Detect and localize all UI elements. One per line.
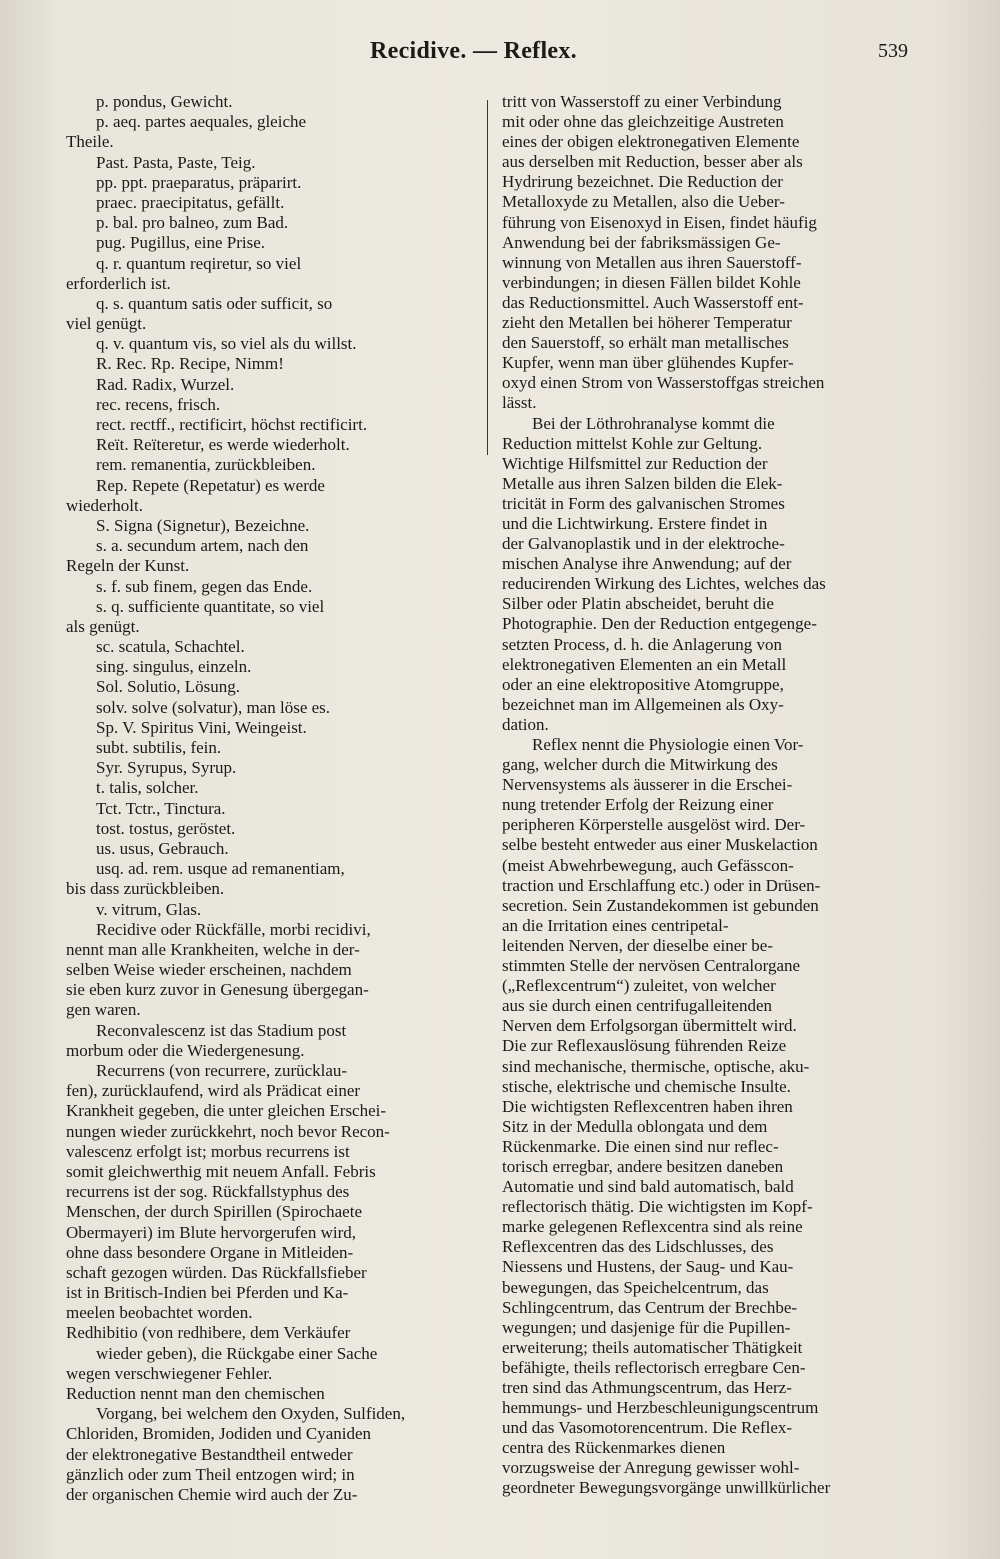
text-line: reflectorisch thätig. Die wichtigsten im Kopf- (502, 1197, 813, 1217)
text-line: aus derselben mit Reduction, besser aber als (502, 152, 803, 172)
text-line: Reflexcentren das des Lidschlusses, des (502, 1237, 774, 1257)
text-line: wiederholt. (66, 495, 143, 515)
text-line: vorzugsweise der Anregung gewisser wohl- (502, 1458, 800, 1478)
text-line: Niessens und Hustens, der Saug- und Kau- (502, 1257, 794, 1277)
text-line: nennt man alle Krankheiten, welche in der- (66, 939, 360, 959)
text-line: us. usus, Gebrauch. (96, 838, 229, 858)
text-line: meelen beobachtet worden. (66, 1303, 253, 1323)
text-line: R. Rec. Rp. Recipe, Nimm! (96, 354, 284, 374)
text-line: recurrens ist der sog. Rückfallstyphus des (66, 1182, 350, 1202)
text-line: centra des Rückenmarkes dienen (502, 1438, 726, 1458)
text-line: Recurrens (von recurrere, zurücklau- (96, 1061, 348, 1080)
text-line: bezeichnet man im Allgemeinen als Oxy- (502, 694, 784, 714)
text-line: s. f. sub finem, gegen das Ende. (96, 576, 313, 596)
page-header (0, 38, 1000, 72)
text-line: das Reductionsmittel. Auch Wasserstoff ent- (502, 292, 804, 312)
text-line: Theile. (66, 132, 114, 152)
text-line: („Reflexcentrum“) zuleitet, von welcher (502, 976, 776, 996)
text-line: Anwendung bei der fabriksmässigen Ge- (502, 232, 781, 252)
text-line: und die Lichtwirkung. Erstere findet in (502, 513, 768, 533)
text-line: mit oder ohne das gleichzeitige Austreten (502, 112, 784, 132)
text-line: Bei der Löthrohranalyse kommt die (532, 413, 775, 433)
text-line: viel genügt. (66, 314, 147, 334)
text-line: Redhibitio (von redhibere, dem Verkäufer (66, 1323, 351, 1343)
text-line: Reduction nennt man den chemischen (66, 1384, 325, 1403)
text-line: Reït. Reïteretur, es werde wiederholt. (96, 435, 350, 455)
text-line: tritt von Wasserstoff zu einer Verbindung (502, 92, 782, 111)
text-line: Sol. Solutio, Lösung. (96, 677, 241, 697)
text-line: bewegungen, das Speichelcentrum, das (502, 1277, 769, 1297)
text-line: reducirenden Wirkung des Lichtes, welches das (502, 574, 826, 594)
text-line: rect. rectff., rectificirt, höchst rectificirt. (96, 415, 368, 434)
text-line: gang, welcher durch die Mitwirkung des (502, 755, 778, 775)
text-line: Reconvalescenz ist das Stadium post (96, 1020, 347, 1040)
text-line: S. Signa (Signetur), Bezeichne. (96, 515, 310, 535)
text-line: secretion. Sein Zustandekommen ist gebunden (502, 895, 819, 915)
text-line: Sp. V. Spiritus Vini, Weingeist. (96, 717, 307, 737)
text-line: fen), zurücklaufend, wird als Prädicat einer (66, 1081, 361, 1101)
text-line: wegungen; und dasjenige für die Pupillen- (502, 1317, 791, 1337)
text-line: Nervensystems als äusserer in die Erschei- (502, 775, 793, 795)
text-line: q. s. quantum satis oder sufficit, so (96, 293, 333, 313)
text-line: q. r. quantum reqiretur, so viel (96, 253, 302, 273)
text-line: Past. Pasta, Paste, Teig. (96, 152, 256, 172)
text-line: als genügt. (66, 616, 140, 636)
text-line: tost. tostus, geröstet. (96, 818, 236, 838)
text-line: tricität in Form des galvanischen Stromes (502, 493, 785, 513)
text-line: Schlingcentrum, das Centrum der Brechbe- (502, 1297, 798, 1317)
text-line: elektronegativen Elementen an ein Metall (502, 654, 787, 674)
text-line: Obermayeri) im Blute hervorgerufen wird, (66, 1222, 357, 1242)
text-line: pug. Pugillus, eine Prise. (96, 233, 266, 253)
text-line: eines der obigen elektronegativen Elemente (502, 132, 800, 152)
text-line: oxyd einen Strom von Wasserstoffgas streichen (502, 373, 825, 393)
text-line: gen waren. (66, 1000, 141, 1020)
text-line: Hydrirung bezeichnet. Die Reduction der (502, 172, 783, 192)
text-line: schaft gezogen würden. Das Rückfallsfieber (66, 1262, 367, 1282)
text-line: der organischen Chemie wird auch der Zu- (66, 1484, 358, 1504)
text-line: erforderlich ist. (66, 273, 171, 293)
text-line: Die zur Reflexauslösung führenden Reize (502, 1036, 787, 1056)
text-line: wegen verschwiegener Fehler. (66, 1363, 273, 1383)
text-line: den Sauerstoff, so erhält man metallisches (502, 333, 789, 353)
right-column (502, 92, 916, 1499)
text-line: valescenz erfolgt ist; morbus recurrens ist (66, 1141, 350, 1161)
text-line: ohne dass besondere Organe in Mitleiden- (66, 1242, 354, 1262)
text-line: (meist Abwehrbewegung, auch Gefässcon- (502, 855, 794, 875)
text-line: führung von Eisenoxyd in Eisen, findet häufig (502, 212, 817, 232)
text-line: Syr. Syrupus, Syrup. (96, 758, 237, 778)
text-line: Reduction mittelst Kohle zur Geltung. (502, 433, 763, 453)
text-line: hemmungs- und Herzbeschleunigungscentrum (502, 1398, 819, 1418)
running-title: Recidive. — Reflex. (370, 38, 577, 64)
text-line: pp. ppt. praeparatus, präparirt. (96, 172, 302, 192)
text-line: und das Vasomotorencentrum. Die Reflex- (502, 1418, 793, 1438)
text-line: setzten Process, d. h. die Anlagerung von (502, 634, 782, 654)
text-line: Chloriden, Bromiden, Jodiden und Cyaniden (66, 1424, 372, 1444)
text-line: p. aeq. partes aequales, gleiche (96, 112, 307, 132)
text-line: leitenden Nerven, der dieselbe einer be- (502, 935, 773, 955)
text-line: rec. recens, frisch. (96, 394, 221, 414)
text-line: Recidive oder Rückfälle, morbi recidivi, (96, 919, 371, 939)
text-line: selben Weise wieder erscheinen, nachdem (66, 960, 352, 980)
text-line: Die wichtigsten Reflexcentren haben ihren (502, 1096, 793, 1116)
text-line: zieht den Metallen bei höherer Temperatur (502, 313, 792, 333)
text-line: torisch erregbar, andere besitzen daneben (502, 1156, 784, 1176)
text-line: der elektronegative Bestandtheil entweder (66, 1444, 353, 1464)
text-line: p. bal. pro balneo, zum Bad. (96, 213, 289, 233)
text-line: solv. solve (solvatur), man löse es. (96, 697, 331, 717)
text-line: stische, elektrische und chemische Insulte. (502, 1076, 791, 1096)
left-column (66, 92, 474, 1505)
text-line: aus sie durch einen centrifugalleitenden (502, 996, 772, 1016)
text-line: nung tretender Erfolg der Reizung einer (502, 795, 774, 815)
text-line: an die Irritation eines centripetal- (502, 915, 729, 935)
text-line: s. a. secundum artem, nach den (96, 536, 309, 556)
text-line: erweiterung; theils automatischer Thätigkeit (502, 1337, 803, 1357)
text-line: sind mechanische, thermische, optische, aku- (502, 1056, 810, 1076)
text-line: Silber oder Platin abscheidet, beruht die (502, 594, 774, 614)
text-line: Photographie. Den der Reduction entgegenge- (502, 614, 817, 634)
text-line: Rückenmarke. Die einen sind nur reflec- (502, 1136, 779, 1156)
text-line: lässt. (502, 393, 537, 413)
text-line: tren sind das Athmungscentrum, das Herz- (502, 1378, 792, 1397)
text-line: Metalle aus ihren Salzen bilden die Elek- (502, 473, 783, 493)
text-line: bis dass zurückbleiben. (66, 879, 225, 899)
text-line: peripheren Körperstelle ausgelöst wird. Der- (502, 815, 806, 835)
text-line: sie eben kurz zuvor in Genesung übergegan- (66, 980, 369, 1000)
text-line: usq. ad. rem. usque ad remanentiam, (96, 859, 345, 879)
text-line: Wichtige Hilfsmittel zur Reduction der (502, 453, 768, 473)
text-line: t. talis, solcher. (96, 778, 199, 798)
text-line: Krankheit gegeben, die unter gleichen Erschei- (66, 1101, 387, 1121)
text-line: Sitz in der Medulla oblongata und dem (502, 1116, 768, 1136)
text-line: geordneter Bewegungsvorgänge unwillkürlicher (502, 1478, 831, 1498)
text-line: sing. singulus, einzeln. (96, 657, 252, 677)
text-line: nungen wieder zurückkehrt, noch bevor Recon- (66, 1121, 390, 1141)
text-line: Menschen, der durch Spirillen (Spirochaete (66, 1202, 362, 1222)
text-line: p. pondus, Gewicht. (96, 92, 233, 111)
text-line: mischen Analyse ihre Anwendung; auf der (502, 554, 792, 574)
text-line: gänzlich oder zum Theil entzogen wird; in (66, 1464, 355, 1484)
text-line: Tct. Tctr., Tinctura. (96, 798, 226, 818)
text-line: verbindungen; in diesen Fällen bildet Kohle (502, 272, 801, 292)
text-line: oder an eine elektropositive Atomgruppe, (502, 674, 784, 694)
text-line: ist in Britisch-Indien bei Pferden und Ka- (66, 1283, 349, 1303)
text-line: somit gleichwerthig mit neuem Anfall. Febris (66, 1161, 376, 1181)
page-number: 539 (878, 40, 908, 62)
text-line: stimmten Stelle der nervösen Centralorgane (502, 956, 801, 976)
text-line: morbum oder die Wiedergenesung. (66, 1040, 305, 1060)
text-line: Regeln der Kunst. (66, 556, 190, 576)
text-line: Nerven dem Erfolgsorgan übermittelt wird. (502, 1016, 797, 1036)
text-line: Rad. Radix, Wurzel. (96, 374, 235, 394)
text-line: Kupfer, wenn man über glühendes Kupfer- (502, 353, 794, 373)
text-line: Metalloxyde zu Metallen, also die Ueber- (502, 192, 785, 212)
text-line: sc. scatula, Schachtel. (96, 637, 245, 657)
text-line: Automatie und sind bald automatisch, bald (502, 1177, 794, 1197)
text-line: wieder geben), die Rückgabe einer Sache (96, 1343, 378, 1363)
text-line: q. v. quantum vis, so viel als du willst. (96, 334, 357, 354)
text-line: rem. remanentia, zurückbleiben. (96, 455, 316, 475)
text-line: marke gelegenen Reflexcentra sind als reine (502, 1217, 803, 1237)
text-line: v. vitrum, Glas. (96, 899, 202, 919)
text-line: praec. praecipitatus, gefällt. (96, 192, 285, 212)
text-line: s. q. sufficiente quantitate, so viel (96, 596, 325, 616)
text-line: dation. (502, 714, 549, 734)
text-line: befähigte, theils reflectorisch erregbare Cen- (502, 1357, 806, 1377)
text-line: der Galvanoplastik und in der elektroche- (502, 534, 785, 554)
text-line: winnung von Metallen aus ihren Sauerstoff- (502, 252, 802, 272)
text-line: subt. subtilis, fein. (96, 738, 222, 757)
text-line: Reflex nennt die Physiologie einen Vor- (532, 735, 804, 754)
text-line: selbe besteht entweder aus einer Muskelaction (502, 835, 818, 855)
column-divider (487, 100, 488, 455)
text-line: traction und Erschlaffung etc.) oder in Drüsen- (502, 875, 821, 895)
text-line: Vorgang, bei welchem den Oxyden, Sulfiden, (96, 1404, 406, 1424)
text-line: Rep. Repete (Repetatur) es werde (96, 475, 325, 495)
